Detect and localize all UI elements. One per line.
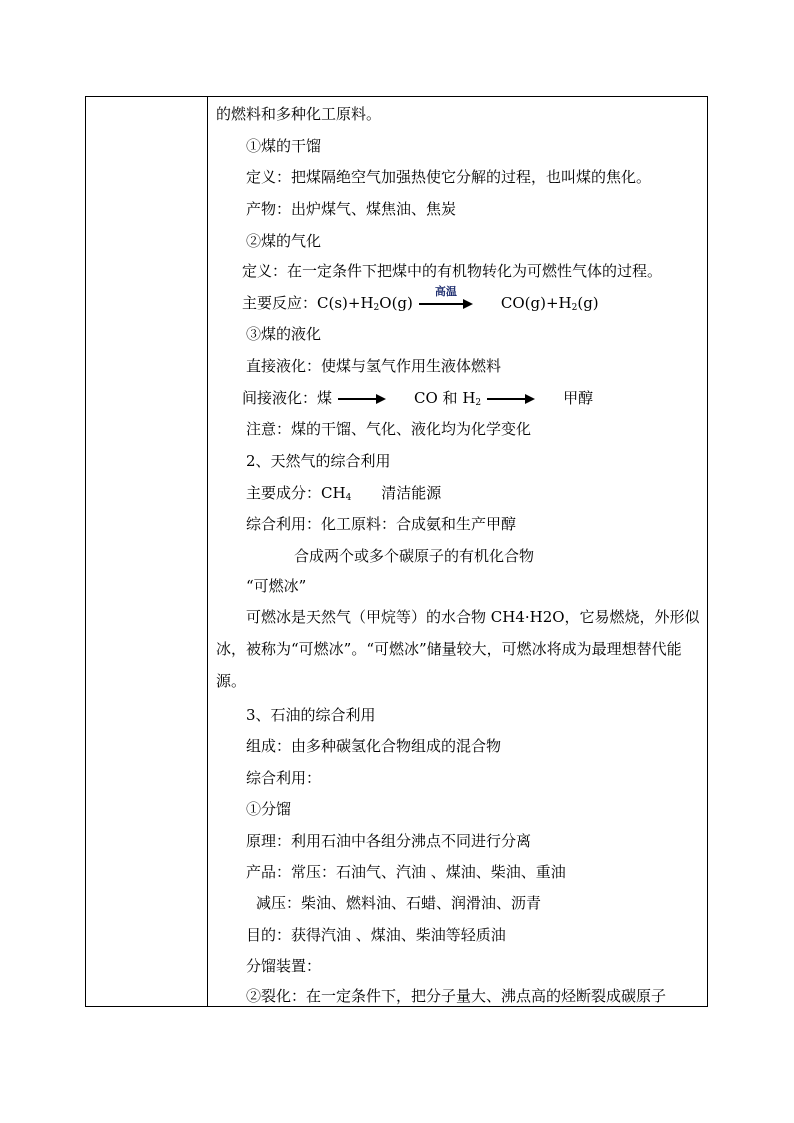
text-line: 产品：常压：石油气、汽油 、煤油、柴油、重油	[246, 863, 566, 881]
text-line: 定义：把煤隔绝空气加强热使它分解的过程，也叫煤的焦化。	[246, 168, 652, 186]
text-part: 主要成分：CH	[246, 484, 346, 502]
equation-part: CO 和 H	[414, 389, 476, 407]
heading-combustible-ice: “可燃冰”	[246, 577, 307, 595]
equation-part: O(g)	[379, 294, 413, 312]
text-line: 原理：利用石油中各组分沸点不同进行分离	[246, 832, 532, 850]
reaction-equation	[242, 285, 599, 317]
left-column-cell	[86, 97, 208, 1006]
text-line: 定义：在一定条件下把煤中的有机物转化为可燃性气体的过程。	[242, 262, 663, 280]
heading-coal-distillation: ①煤的干馏	[246, 137, 322, 155]
text-part: 清洁能源	[381, 484, 442, 502]
text-line: 直接液化：使煤与氢气作用生液体燃料	[246, 357, 502, 375]
text-line	[246, 484, 441, 507]
equation-part: (g)	[577, 294, 599, 312]
equation-part: CO(g)+H	[500, 294, 572, 312]
text-line: 减压：柴油、燃料油、石蜡、润滑油、沥青	[256, 894, 542, 912]
text-line: 目的：获得汽油 、煤油、柴油等轻质油	[246, 926, 506, 944]
text-line: 组成：由多种碳氢化合物组成的混合物	[246, 737, 502, 755]
text-line: 产物：出炉煤气、煤焦油、焦炭	[246, 200, 457, 218]
equation-part: 主要反应：C(s)+H	[242, 294, 374, 312]
indirect-liquefaction	[242, 389, 593, 412]
text-line: 综合利用：	[246, 769, 322, 787]
content-cell	[208, 97, 707, 1006]
text-line: 合成两个或多个碳原子的有机化合物	[294, 547, 535, 565]
text-line: 分馏装置：	[246, 957, 322, 975]
heading-natural-gas: 2、天然气的综合利用	[246, 452, 391, 470]
text-line: 综合利用：化工原料：合成氨和生产甲醇	[246, 515, 517, 533]
arrow-icon	[487, 394, 535, 404]
subscript: 2	[571, 303, 578, 313]
text-line: 注意：煤的干馏、气化、液化均为化学变化	[246, 420, 532, 438]
notes-table	[85, 96, 708, 1007]
subscript: 4	[345, 493, 352, 503]
heading-petroleum: 3、石油的综合利用	[246, 706, 376, 724]
text-line: 的燃料和多种化工原料。	[216, 105, 382, 123]
arrow-icon	[338, 394, 386, 404]
subscript: 2	[373, 303, 380, 313]
heading-coal-liquefaction: ③煤的液化	[246, 325, 322, 343]
subscript: 2	[475, 398, 482, 408]
reaction-arrow-icon	[419, 285, 473, 309]
equation-part: 甲醇	[563, 389, 594, 407]
paragraph-combustible-ice: 可燃冰是天然气（甲烷等）的水合物 CH4·H2O，它易燃烧，外形似冰，被称为“可燃冰”。“可燃冰”储量较大，可燃冰将成为最理想替代能源。	[216, 608, 700, 690]
equation-part: 间接液化：煤	[242, 389, 333, 407]
arrow-condition: 高温	[434, 285, 457, 298]
heading-fractionation: ①分馏	[246, 800, 292, 818]
heading-cracking: ②裂化：在一定条件下，把分子量大、沸点高的烃断裂成碳原子	[246, 987, 667, 1005]
heading-coal-gasification: ②煤的气化	[246, 232, 322, 250]
